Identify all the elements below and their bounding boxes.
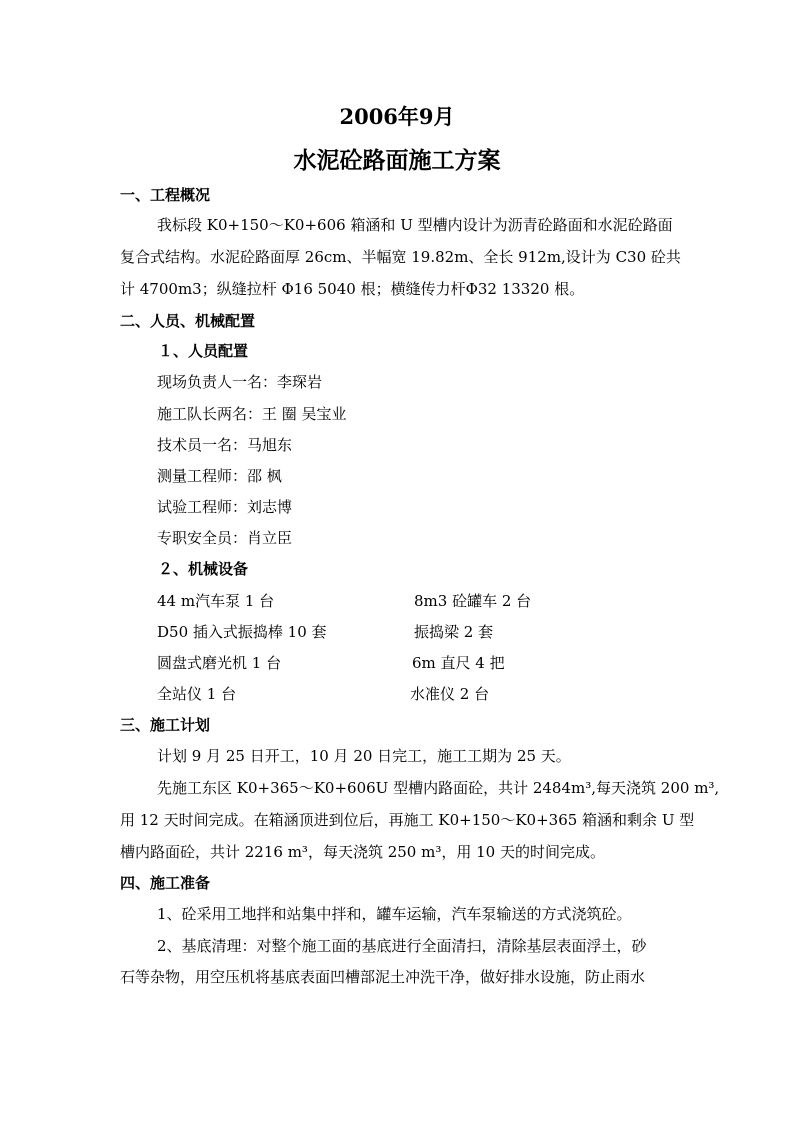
paragraph-line: 石等杂物，用空压机将基底表面凹槽部泥土冲洗干净，做好排水设施，防止雨水	[120, 968, 646, 986]
personnel-line: 现场负责人一名：李琛岩	[157, 373, 323, 391]
subsection-heading-personnel: １、人员配置	[158, 342, 249, 360]
personnel-line: 测量工程师：邵 枫	[157, 467, 282, 485]
document-date: 2006年9月	[339, 104, 455, 129]
equipment-item: D50 插入式振捣棒 10 套	[157, 623, 327, 641]
paragraph-line: 先施工东区 K0+365～K0+606U 型槽内路面砼，共计 2484m³,每天浇筑 200 m³,	[157, 779, 720, 797]
equipment-item: 全站仪 1 台	[157, 685, 237, 703]
section-heading-preparation: 四、施工准备	[120, 874, 211, 892]
paragraph-line: 2、基底清理：对整个施工面的基底进行全面清扫，清除基层表面浮土，砂	[157, 937, 647, 955]
equipment-item: 44 m汽车泵 1 台	[157, 592, 275, 610]
document-title: 水泥砼路面施工方案	[293, 148, 501, 174]
equipment-item: 6m 直尺 4 把	[412, 654, 505, 672]
paragraph-line: 计 4700m3；纵缝拉杆 Φ16 5040 根；横缝传力杆Φ32 13320 根。	[120, 280, 585, 298]
section-heading-staffing: 二、人员、机械配置	[120, 312, 256, 330]
equipment-item: 8m3 砼罐车 2 台	[414, 592, 532, 610]
paragraph-line: 我标段 K0+150～K0+606 箱涵和 U 型槽内设计为沥青砼路面和水泥砼路面	[157, 216, 673, 234]
paragraph-line: 计划 9 月 25 日开工，10 月 20 日完工，施工工期为 25 天。	[157, 747, 571, 765]
personnel-line: 技术员一名：马旭东	[157, 436, 293, 454]
personnel-line: 试验工程师：刘志博	[157, 498, 293, 516]
equipment-item: 水准仪 2 台	[410, 685, 490, 703]
personnel-line: 专职安全员：肖立臣	[157, 529, 293, 547]
paragraph-line: 槽内路面砼，共计 2216 m³，每天浇筑 250 m³，用 10 天的时间完成。	[120, 843, 605, 861]
personnel-line: 施工队长两名：王 圈 吴宝业	[157, 405, 347, 423]
subsection-heading-equipment: ２、机械设备	[158, 560, 249, 578]
section-heading-plan: 三、施工计划	[120, 716, 211, 734]
paragraph-line: 1、砼采用工地拌和站集中拌和，罐车运输，汽车泵输送的方式浇筑砼。	[157, 905, 632, 923]
section-heading-overview: 一、工程概况	[120, 186, 211, 204]
paragraph-line: 用 12 天时间完成。在箱涵顶进到位后，再施工 K0+150～K0+365 箱涵和剩余 U 型	[120, 811, 695, 829]
equipment-item: 圆盘式磨光机 1 台	[157, 654, 282, 672]
equipment-item: 振捣梁 2 套	[414, 623, 494, 641]
paragraph-line: 复合式结构。水泥砼路面厚 26cm、半幅宽 19.82m、全长 912m,设计为 C30 砼共	[120, 248, 681, 266]
